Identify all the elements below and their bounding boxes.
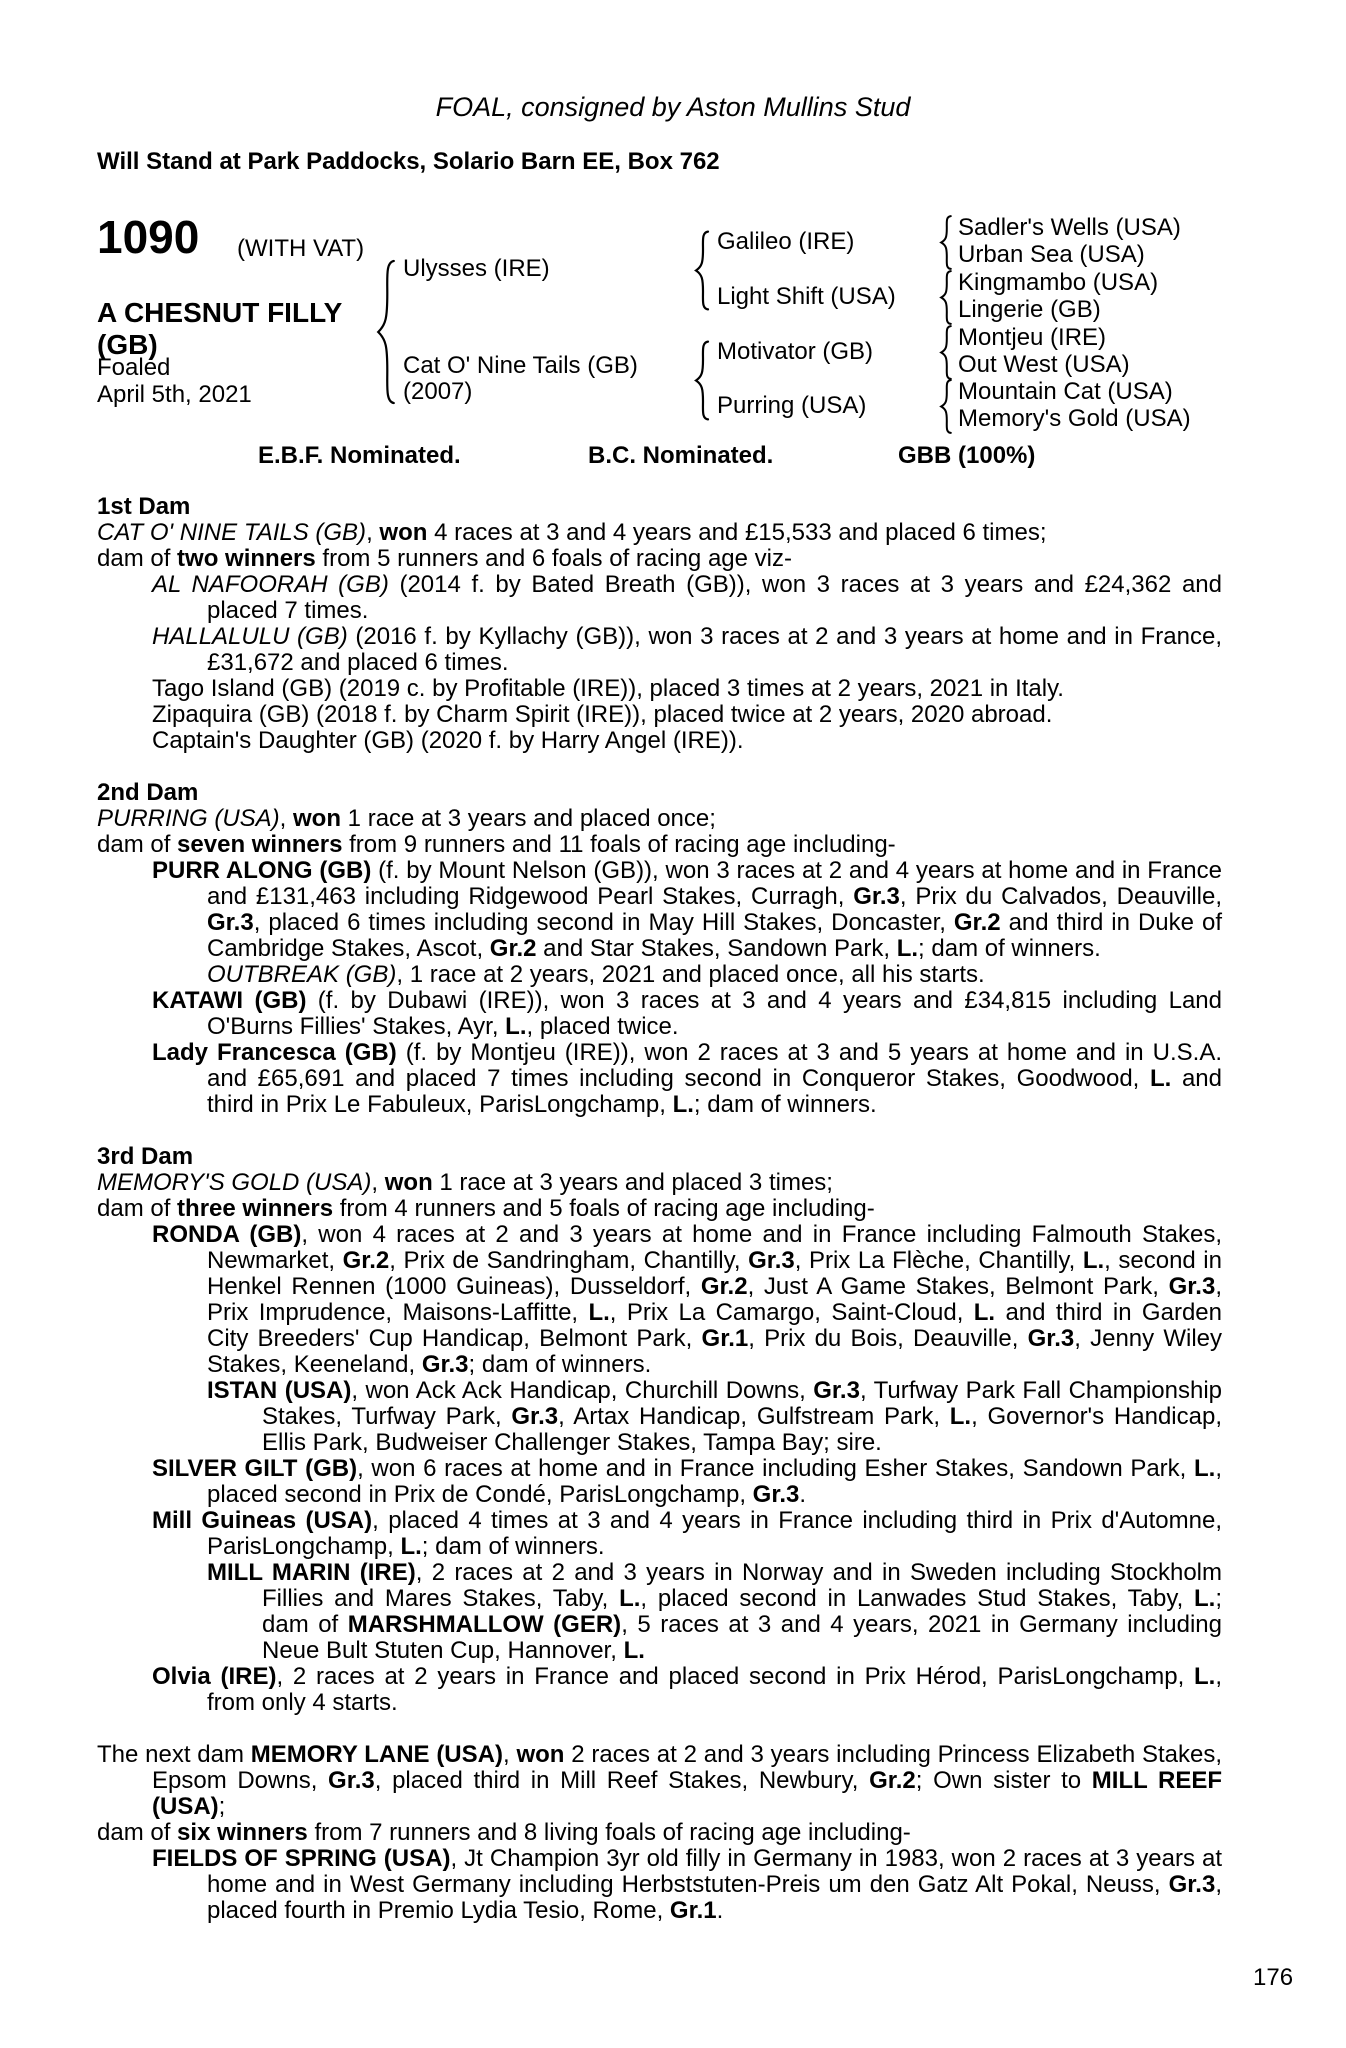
pedigree-brace-sire-parents: [692, 230, 712, 311]
pedigree-great-grandparent-3: Kingmambo (USA): [958, 269, 1159, 296]
pedigree-paragraph: KATAWI (GB) (f. by Dubawi (IRE)), won 3 races at 3 and 4 years and £34,815 including Land O'Burns Fillies' Stakes, Ayr, L., placed twice.: [152, 987, 1222, 1040]
horse-name: A CHESNUT FILLY: [97, 297, 343, 328]
pedigree-paragraph: MEMORY'S GOLD (USA), won 1 race at 3 years and placed 3 times;: [97, 1169, 833, 1196]
dam-heading: 2nd Dam: [97, 779, 199, 806]
pedigree-sire-sire: Galileo (IRE): [717, 228, 855, 255]
vat-note: (WITH VAT): [237, 235, 365, 262]
pedigree-paragraph: RONDA (GB), won 4 races at 2 and 3 years at home and in France including Falmouth Stakes, Newmarket, Gr.2, Prix de Sandringham, Chantilly, Gr.3, Prix La Flèche, Chantilly, L., second in Henkel Rennen (1000 Guineas), Dusseldorf, Gr.2, Just A Game Stakes, Belmont Park, Gr.3, Prix Imprudence, Maisons-Laffitte, L., Prix La Camargo, Saint-Cloud, L. and third in Garden City Breeders' Cup Handicap, Belmont Park, Gr.1, Prix du Bois, Deauville, Gr.3, Jenny Wiley Stakes, Keeneland, Gr.3; dam of winners.: [152, 1221, 1222, 1378]
pedigree-paragraph: dam of two winners from 5 runners and 6 foals of racing age viz-: [97, 545, 792, 572]
foaled-label: Foaled: [97, 354, 171, 381]
dam-heading: 1st Dam: [97, 493, 191, 520]
pedigree-paragraph: dam of three winners from 4 runners and 5 foals of racing age including-: [97, 1195, 875, 1222]
pedigree-brace-dam-parents: [692, 340, 712, 421]
consignor-title: FOAL, consigned by Aston Mullins Stud: [435, 92, 911, 122]
pedigree-paragraph: Mill Guineas (USA), placed 4 times at 3 and 4 years in France including third in Prix d'Automne, ParisLongchamp, L.; dam of winners.: [152, 1507, 1222, 1560]
pedigree-great-grandparent-6: Out West (USA): [958, 351, 1130, 378]
pedigree-dam-sire: Motivator (GB): [717, 338, 874, 365]
stand-location-line: Will Stand at Park Paddocks, Solario Barn EE, Box 762: [97, 148, 720, 175]
horse-country-suffix: (GB): [97, 329, 158, 360]
pedigree-great-grandparent-8: Memory's Gold (USA): [958, 405, 1191, 432]
gbb-status: GBB (100%): [898, 442, 1036, 469]
pedigree-paragraph: Lady Francesca (GB) (f. by Montjeu (IRE)), won 2 races at 3 and 5 years at home and in U.S.A. and £65,691 and placed 7 times including second in Conqueror Stakes, Goodwood, L. and third in Prix Le Fabuleux, ParisLongchamp, L.; dam of winners.: [152, 1039, 1222, 1118]
pedigree-paragraph: dam of seven winners from 9 runners and 11 foals of racing age including-: [97, 831, 896, 858]
pedigree-great-grandparent-4: Lingerie (GB): [958, 296, 1101, 323]
pedigree-paragraph: Zipaquira (GB) (2018 f. by Charm Spirit (IRE)), placed twice at 2 years, 2020 abroad.: [152, 701, 1053, 728]
pedigree-paragraph: AL NAFOORAH (GB) (2014 f. by Bated Breath (GB)), won 3 races at 3 years and £24,362 and placed 7 times.: [152, 571, 1222, 624]
dam-history-text: [97, 494, 1222, 1924]
pedigree-brace-generation1: [373, 258, 399, 406]
pedigree-great-grandparent-1: Sadler's Wells (USA): [958, 214, 1181, 241]
pedigree-paragraph: ISTAN (USA), won Ack Ack Handicap, Churchill Downs, Gr.3, Turfway Park Fall Championship Stakes, Turfway Park, Gr.3, Artax Handicap, Gulfstream Park, L., Governor's Handicap, Ellis Park, Budweiser Challenger Stakes, Tampa Bay; sire.: [207, 1377, 1223, 1456]
pedigree-paragraph: Tago Island (GB) (2019 c. by Profitable (IRE)), placed 3 times at 2 years, 2021 in Italy.: [152, 675, 1064, 702]
pedigree-paragraph: SILVER GILT (GB), won 6 races at home and in France including Esher Stakes, Sandown Park, L., placed second in Prix de Condé, ParisLongchamp, Gr.3.: [152, 1455, 1222, 1508]
pedigree-dam: Cat O' Nine Tails (GB): [403, 352, 638, 379]
pedigree-paragraph: The next dam MEMORY LANE (USA), won 2 races at 2 and 3 years including Princess Elizabeth Stakes, Epsom Downs, Gr.3, placed third in Mill Reef Stakes, Newbury, Gr.2; Own sister to MILL REEF (USA);: [97, 1741, 1223, 1820]
pedigree-brace-grandsire1: [938, 215, 954, 270]
pedigree-paragraph: Captain's Daughter (GB) (2020 f. by Harry Angel (IRE)).: [152, 727, 744, 754]
bc-nomination: B.C. Nominated.: [588, 442, 774, 469]
pedigree-great-grandparent-7: Mountain Cat (USA): [958, 378, 1173, 405]
pedigree-paragraph: OUTBREAK (GB), 1 race at 2 years, 2021 and placed once, all his starts.: [207, 961, 985, 988]
pedigree-dam-dam: Purring (USA): [717, 392, 867, 419]
pedigree-paragraph: Olvia (IRE), 2 races at 2 years in France and placed second in Prix Hérod, ParisLongchamp, L., from only 4 starts.: [152, 1663, 1223, 1716]
dam-heading: 3rd Dam: [97, 1143, 194, 1170]
pedigree-paragraph: dam of six winners from 7 runners and 8 living foals of racing age including-: [97, 1819, 911, 1846]
pedigree-paragraph: FIELDS OF SPRING (USA), Jt Champion 3yr old filly in Germany in 1983, won 2 races at 3 years at home and in West Germany including Herbststuten-Preis um den Gatz Alt Pokal, Neuss, Gr.3, placed fourth in Premio Lydia Tesio, Rome, Gr.1.: [152, 1845, 1222, 1924]
pedigree-paragraph: PURRING (USA), won 1 race at 3 years and placed once;: [97, 805, 716, 832]
pedigree-paragraph: CAT O' NINE TAILS (GB), won 4 races at 3 and 4 years and £15,533 and placed 6 times;: [97, 519, 1047, 546]
lot-number: 1090: [97, 211, 200, 263]
ebf-nomination: E.B.F. Nominated.: [258, 442, 461, 469]
pedigree-paragraph: MILL MARIN (IRE), 2 races at 2 and 3 years in Norway and in Sweden including Stockholm Fillies and Mares Stakes, Taby, L., placed second in Lanwades Stud Stakes, Taby, L.; dam of MARSHMALLOW (GER), 5 races at 3 and 4 years, 2021 in Germany including Neue Bult Stuten Cup, Hannover, L.: [207, 1559, 1223, 1664]
pedigree-great-grandparent-5: Montjeu (IRE): [958, 324, 1107, 351]
pedigree-brace-grandsire4: [938, 379, 954, 434]
pedigree-great-grandparent-2: Urban Sea (USA): [958, 241, 1145, 268]
pedigree-brace-grandsire3: [938, 325, 954, 380]
pedigree-sire-dam: Light Shift (USA): [717, 283, 896, 310]
pedigree-brace-grandsire2: [938, 270, 954, 325]
pedigree-dam-year: (2007): [403, 378, 473, 405]
pedigree-paragraph: PURR ALONG (GB) (f. by Mount Nelson (GB)), won 3 races at 2 and 4 years at home and in France and £131,463 including Ridgewood Pearl Stakes, Curragh, Gr.3, Prix du Calvados, Deauville, Gr.3, placed 6 times including second in May Hill Stakes, Doncaster, Gr.2 and third in Duke of Cambridge Stakes, Ascot, Gr.2 and Star Stakes, Sandown Park, L.; dam of winners.: [152, 857, 1222, 962]
pedigree-paragraph: HALLALULU (GB) (2016 f. by Kyllachy (GB)), won 3 races at 2 and 3 years at home and in France, £31,672 and placed 6 times.: [152, 623, 1223, 676]
foaled-date: April 5th, 2021: [97, 381, 252, 408]
pedigree-sire: Ulysses (IRE): [403, 255, 550, 282]
page-number: 176: [1253, 1964, 1294, 1991]
